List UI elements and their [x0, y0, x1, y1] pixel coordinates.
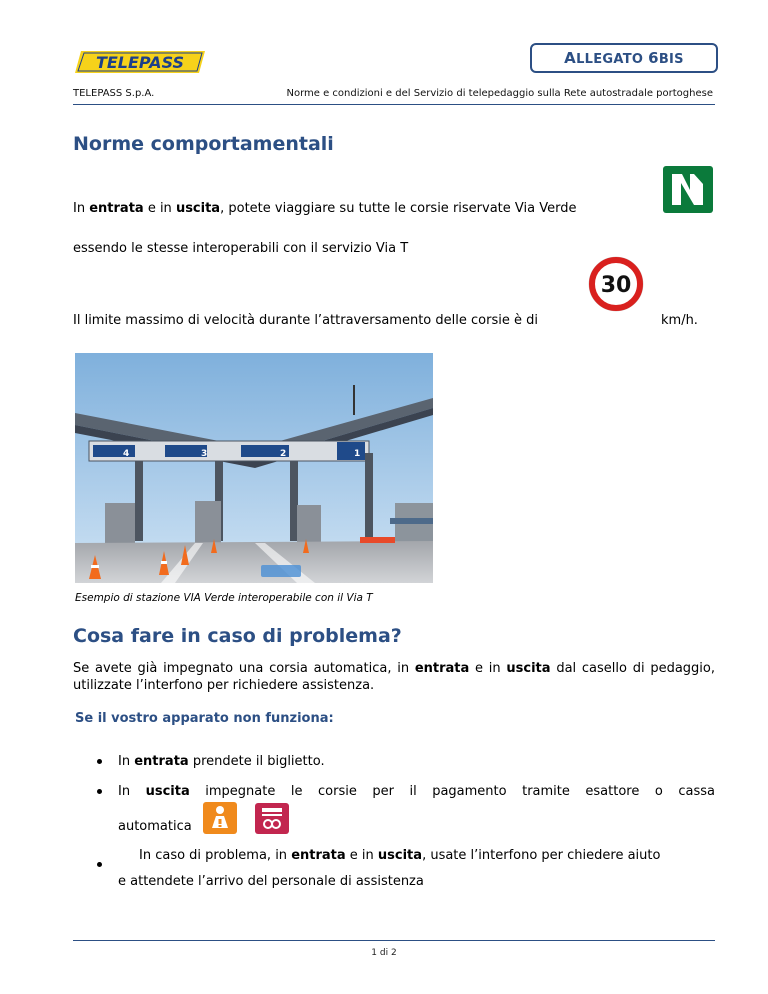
svg-text:1: 1 [354, 449, 361, 459]
bullet-marker [97, 759, 102, 764]
bullet-marker [97, 862, 102, 867]
cashier-attendant-icon [203, 802, 237, 834]
section-title-norme: Norme comportamentali [73, 133, 334, 155]
list-item-interfono-cont: e attendete l’arrivo del personale di assistenza [118, 874, 424, 889]
paragraph-assistenza: Se avete già impegnato una corsia automatica, in entrata e in uscita dal casello di pedaggio, utilizzate l’interfono per richiedere assistenza. [73, 661, 715, 693]
paragraph-limite-velocita: Il limite massimo di velocità durante l’attraversamento delle corsie è di [73, 313, 538, 328]
list-item-uscita: In uscita impegnate le corsie per il pagamento tramite esattore o cassa [118, 784, 715, 799]
photo-caption: Esempio di stazione VIA Verde interoperabile con il Via T [75, 592, 373, 604]
svg-text:TELEPASS: TELEPASS [95, 53, 185, 72]
telepass-logo [75, 50, 205, 74]
speed-unit: km/h. [661, 313, 698, 328]
via-verde-icon [663, 166, 713, 213]
list-item-entrata: In entrata prendete il biglietto. [118, 754, 325, 769]
paragraph-entrata-uscita: In entrata e in uscita, potete viaggiare su tutte le corsie riservate Via Verde [73, 201, 577, 216]
paragraph-interoperabili: essendo le stesse interoperabili con il servizio Via T [73, 241, 409, 256]
svg-text:30: 30 [600, 273, 632, 298]
svg-text:2: 2 [280, 449, 287, 459]
subsection-title-apparato: Se il vostro apparato non funziona: [75, 711, 334, 726]
list-item-uscita-cont: automatica [118, 819, 192, 834]
document-title: Norme e condizioni e del Servizio di telepedaggio sulla Rete autostradale portoghese [286, 88, 713, 99]
svg-text:3: 3 [201, 449, 208, 459]
svg-text:4: 4 [123, 449, 130, 459]
header-divider [73, 104, 715, 105]
footer-divider [73, 940, 715, 941]
section-title-problema: Cosa fare in caso di problema? [73, 625, 402, 647]
automatic-cash-icon [255, 803, 289, 834]
speed-limit-sign-icon [588, 256, 644, 312]
list-item-interfono: In caso di problema, in entrata e in uscita, usate l’interfono per chiedere aiuto [139, 848, 661, 863]
company-name: TELEPASS S.p.A. [73, 88, 155, 99]
allegato-badge: ALLEGATO 6BIS [530, 43, 718, 73]
page-number: 1 di 2 [371, 948, 397, 958]
bullet-marker [97, 789, 102, 794]
toll-station-photo [75, 353, 433, 583]
